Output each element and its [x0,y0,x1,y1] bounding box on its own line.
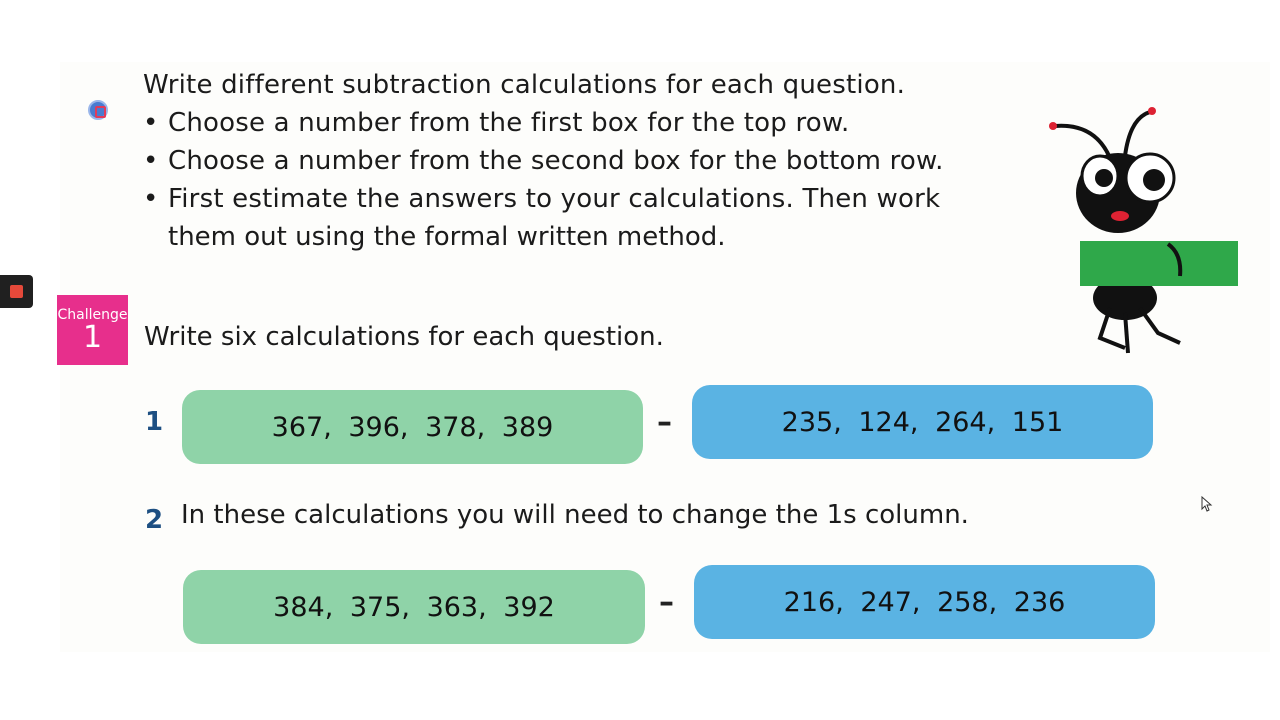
bullet-item [143,146,944,176]
question-text: In these calculations you will need to change the 1s column. [181,500,969,530]
first-number-box: 367, 396, 378, 389 [182,390,643,464]
bullet-text: Choose a number from the first box for the top row. [168,108,850,138]
bullet-item [143,184,940,214]
bullet-dot-icon: • [143,184,159,214]
ant-mascot-illustration [1040,98,1245,363]
question-number: 2 [145,505,164,535]
challenge-badge [57,295,128,365]
record-button[interactable] [0,275,33,308]
first-number-box: 384, 375, 363, 392 [183,570,645,644]
minus-sign: – [659,585,674,620]
question-number: 1 [145,407,164,437]
bullet-dot-icon: • [143,146,159,176]
bullet-continuation: them out using the formal written method. [168,222,726,252]
challenge-badge-number: 1 [82,320,103,355]
challenge-badge-label: Challenge [57,307,128,323]
bullet-dot-icon: • [143,108,159,138]
mouse-cursor-icon [1201,496,1213,512]
bullet-text: Choose a number from the second box for the bottom row. [168,146,944,176]
section-marker-icon [88,100,108,120]
minus-sign: – [657,405,672,440]
challenge-instruction: Write six calculations for each question. [144,322,664,352]
bullet-item [143,108,849,138]
second-number-box: 235, 124, 264, 151 [692,385,1153,459]
instructions-title: Write different subtraction calculations for each question. [143,70,906,100]
second-number-box: 216, 247, 258, 236 [694,565,1155,639]
bullet-text: First estimate the answers to your calculations. Then work [168,184,941,214]
